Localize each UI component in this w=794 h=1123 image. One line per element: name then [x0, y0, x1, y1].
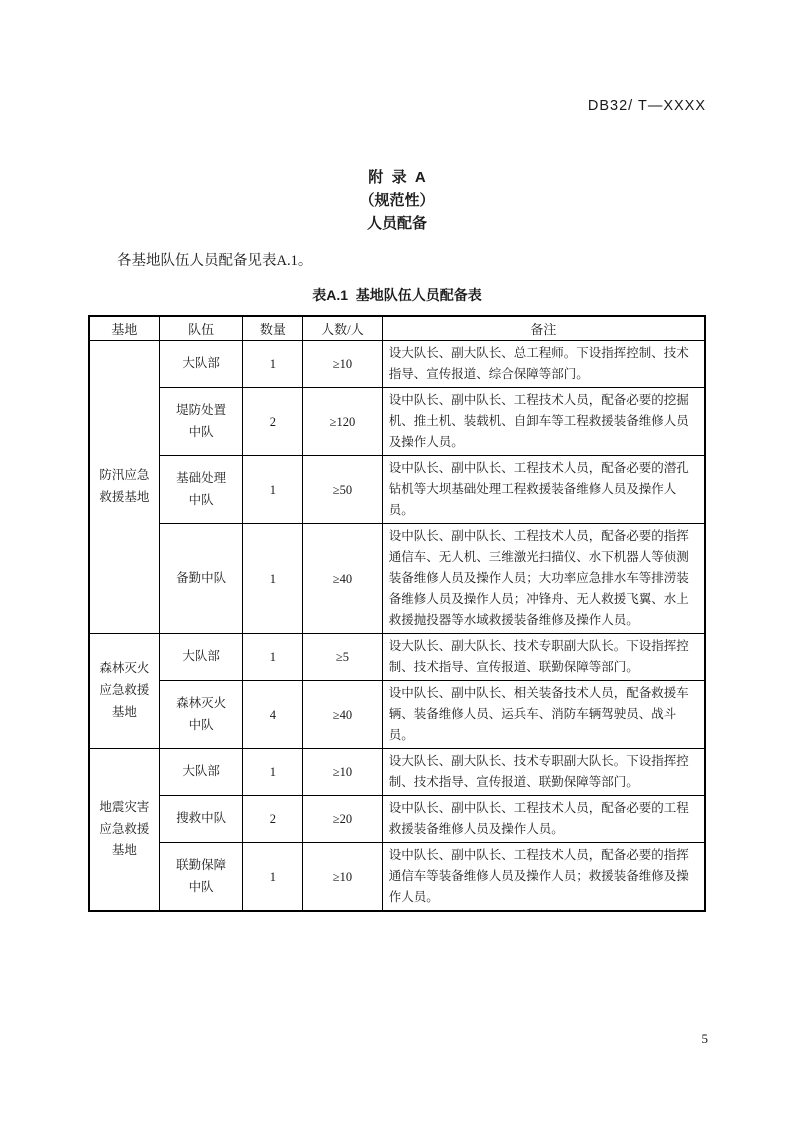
qty-cell: 1 — [243, 634, 303, 681]
count-cell: ≥120 — [303, 388, 382, 456]
table-row — [89, 524, 705, 634]
team-cell — [159, 843, 243, 912]
table-row — [89, 749, 705, 796]
team-label: 森林灭火中队 — [176, 695, 227, 732]
team-label: 基础处理中队 — [176, 470, 227, 507]
team-cell — [159, 388, 243, 456]
base-cell — [89, 749, 159, 912]
team-label: 堤防处置中队 — [176, 402, 227, 439]
count-cell: ≥50 — [303, 456, 382, 524]
qty-cell: 2 — [243, 796, 303, 843]
count-cell: ≥10 — [303, 341, 382, 388]
count-cell: ≥5 — [303, 634, 382, 681]
qty-cell: 1 — [243, 749, 303, 796]
team-cell — [159, 634, 243, 681]
table-caption: 表A.1 基地队伍人员配备表 — [312, 287, 482, 303]
table-row — [89, 681, 705, 749]
team-label: 备勤中队 — [176, 570, 227, 585]
base-cell — [89, 341, 159, 634]
team-label: 大队部 — [182, 649, 220, 664]
team-cell — [159, 681, 243, 749]
team-cell — [159, 456, 243, 524]
base-cell — [89, 634, 159, 749]
team-cell — [159, 749, 243, 796]
table-row — [89, 843, 705, 912]
base-label: 森林灭火应急救援基地 — [99, 661, 150, 719]
note-cell: 设中队长、副中队长、工程技术人员，配备必要的工程救援装备维修人员及操作人员。 — [382, 796, 705, 843]
qty-cell: 1 — [243, 843, 303, 912]
team-label: 大队部 — [182, 764, 220, 779]
table-row — [89, 388, 705, 456]
note-cell: 设大队长、副大队长、技术专职副大队长。下设指挥控制、技术指导、宣传报道、联勤保障等部门。 — [382, 634, 705, 681]
personnel-table — [88, 315, 706, 912]
table-row — [89, 634, 705, 681]
intro-paragraph: 各基地队伍人员配备见表A.1。 — [117, 253, 313, 269]
base-label: 防汛应急救援基地 — [99, 468, 150, 504]
qty-cell: 2 — [243, 388, 303, 456]
col-header-team: 队伍 — [159, 316, 243, 341]
table-row — [89, 456, 705, 524]
note-cell: 设中队长、副中队长、工程技术人员，配备必要的挖掘机、推土机、装载机、自卸车等工程救援装备维修人员及操作人员。 — [382, 388, 705, 456]
appendix-heading-block — [0, 166, 794, 235]
col-header-base: 基地 — [89, 316, 159, 341]
qty-cell: 1 — [243, 456, 303, 524]
qty-cell: 4 — [243, 681, 303, 749]
team-cell — [159, 341, 243, 388]
base-label: 地震灾害应急救援基地 — [99, 799, 150, 858]
normative-label: （规范性） — [359, 192, 435, 209]
note-cell: 设大队长、副大队长、技术专职副大队长。下设指挥控制、技术指导、宣传报道、联勤保障等部门。 — [382, 749, 705, 796]
subject-title: 人员配备 — [366, 215, 427, 232]
col-header-note: 备注 — [382, 316, 705, 341]
appendix-title: 附 录 A — [368, 169, 426, 186]
col-header-count: 人数/人 — [303, 316, 382, 341]
team-label: 大队部 — [182, 356, 220, 371]
note-cell: 设中队长、副中队长、工程技术人员，配备必要的指挥通信车、无人机、三维激光扫描仪、水下机器人等侦测装备维修人员及操作人员；大功率应急排水车等排涝装备维修人员及操作人员；冲锋舟、无人救援飞翼、水上救援抛投器等水域救援装备维修及操作人员。 — [382, 524, 705, 634]
team-cell — [159, 524, 243, 634]
count-cell: ≥40 — [303, 524, 382, 634]
col-header-qty: 数量 — [243, 316, 303, 341]
table-header-row — [89, 316, 705, 341]
count-cell: ≥10 — [303, 749, 382, 796]
qty-cell: 1 — [243, 524, 303, 634]
doc-code: DB32/ T—XXXX — [587, 98, 706, 114]
team-label: 搜救中队 — [176, 811, 227, 826]
count-cell: ≥20 — [303, 796, 382, 843]
note-cell: 设中队长、副中队长、相关装备技术人员，配备救援车辆、装备维修人员、运兵车、消防车辆驾驶员、战斗员。 — [382, 681, 705, 749]
count-cell: ≥40 — [303, 681, 382, 749]
team-label: 联勤保障中队 — [176, 857, 227, 894]
page-number: 5 — [701, 1031, 708, 1046]
team-cell — [159, 796, 243, 843]
personnel-table-body — [89, 341, 705, 912]
qty-cell: 1 — [243, 341, 303, 388]
table-row — [89, 341, 705, 388]
note-cell: 设中队长、副中队长、工程技术人员，配备必要的潜孔钻机等大坝基础处理工程救援装备维修人员及操作人员。 — [382, 456, 705, 524]
table-row — [89, 796, 705, 843]
count-cell: ≥10 — [303, 843, 382, 912]
note-cell: 设大队长、副大队长、总工程师。下设指挥控制、技术指导、宣传报道、综合保障等部门。 — [382, 341, 705, 388]
note-cell: 设中队长、副中队长、工程技术人员，配备必要的指挥通信车等装备维修人员及操作人员；救援装备维修及操作人员。 — [382, 843, 705, 912]
